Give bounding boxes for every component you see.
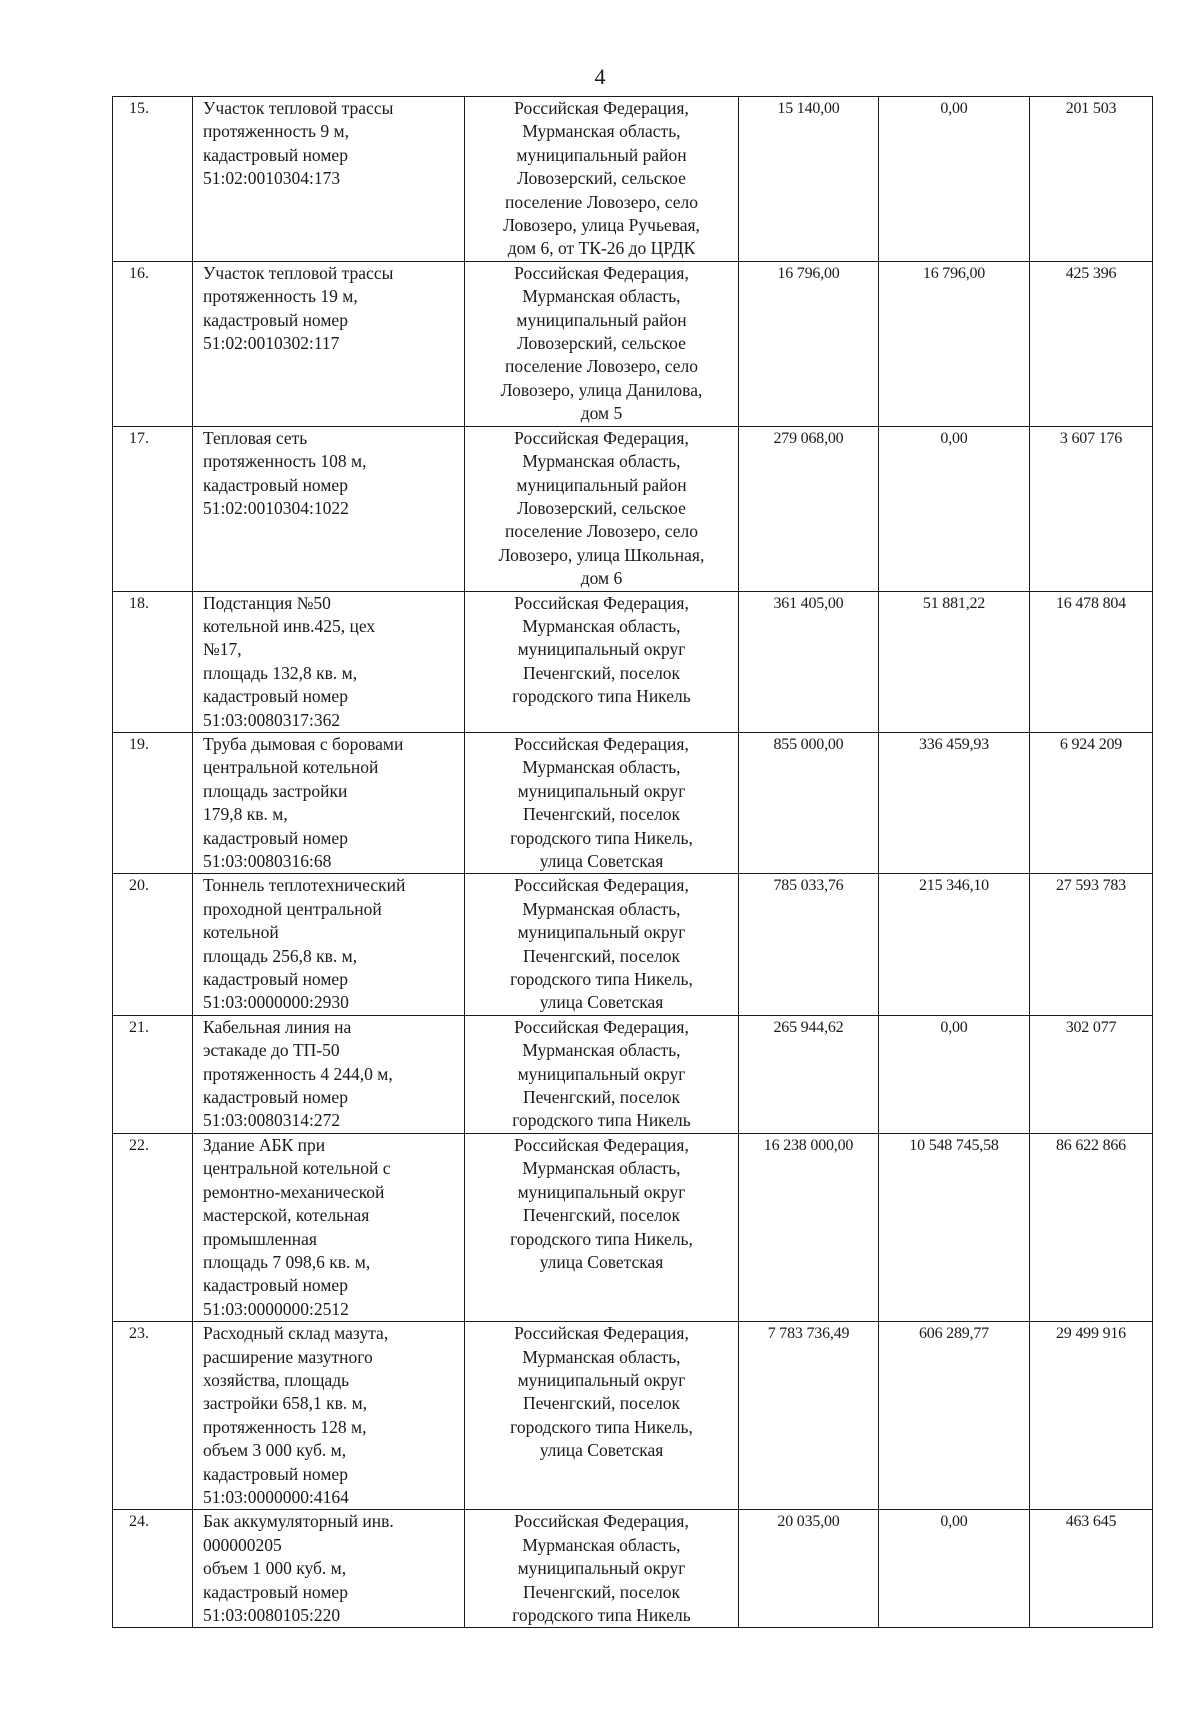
address-line: Ловозерский, сельское (517, 333, 686, 354)
table-row (113, 1510, 1153, 1628)
value-3: 86 622 866 (1055, 1136, 1126, 1154)
table-row (113, 261, 1153, 426)
row-number-cell (113, 732, 193, 873)
row-number-cell (113, 261, 193, 426)
address-line: городского типа Никель, (510, 827, 693, 848)
value-3: 463 645 (1065, 1513, 1117, 1531)
address-line: Ловозеро, улица Ручьевая, (503, 215, 700, 236)
value-3-cell (1030, 426, 1153, 591)
value-3: 302 077 (1065, 1018, 1117, 1036)
address-line: городского типа Никель, (510, 1228, 693, 1249)
value-3-cell (1030, 1133, 1153, 1321)
object-name-line: Тоннель теплотехнический (203, 875, 406, 896)
row-number-cell (113, 874, 193, 1015)
address-line: Мурманская область, (522, 121, 681, 142)
object-name-line: 51:02:0010304:173 (203, 168, 341, 189)
property-table-body (113, 97, 1153, 1628)
object-name-line: кадастровый номер (203, 1463, 348, 1484)
address-line: Печенгский, поселок (522, 1581, 681, 1602)
address-line: муниципальный район (516, 309, 687, 330)
address-line: Мурманская область, (522, 898, 681, 919)
object-name-line: Тепловая сеть (203, 427, 308, 448)
object-name-line: 51:02:0010302:117 (203, 333, 340, 354)
value-2-cell (879, 261, 1030, 426)
address-line: Российская Федерация, (514, 592, 689, 613)
object-name-line: кадастровый номер (203, 827, 348, 848)
value-3-cell (1030, 1015, 1153, 1133)
address-line: Ловозерский, сельское (517, 497, 686, 518)
object-name-line: 51:03:0080314:272 (203, 1110, 341, 1131)
value-3: 27 593 783 (1055, 877, 1126, 895)
address-line: Мурманская область, (522, 1040, 681, 1061)
table-row (113, 591, 1153, 732)
address-line: городского типа Никель (512, 1110, 691, 1131)
address-line: муниципальный округ (517, 1558, 686, 1579)
value-2: 0,00 (940, 100, 968, 117)
address-line: улица Советская (539, 851, 664, 871)
object-name-cell (193, 1133, 465, 1321)
object-name-line: кадастровый номер (203, 144, 348, 165)
value-2-cell (879, 97, 1030, 262)
value-2: 606 289,77 (918, 1325, 989, 1343)
object-name-line: протяженность 128 м, (203, 1416, 367, 1437)
object-name-line: кадастровый номер (203, 474, 348, 495)
address-line: муниципальный район (516, 474, 687, 495)
value-3-cell (1030, 732, 1153, 873)
address-line: дом 6, от ТК-26 до ЦРДК (507, 238, 696, 259)
value-1: 855 000,00 (773, 735, 844, 753)
value-2: 16 796,00 (922, 264, 986, 282)
address-line: поселение Ловозеро, село (505, 521, 698, 542)
value-2: 10 548 745,58 (909, 1136, 999, 1154)
row-number: 23. (129, 1325, 149, 1343)
table-row (113, 732, 1153, 873)
value-1-cell (739, 1133, 879, 1321)
value-1: 785 033,76 (773, 877, 844, 895)
table-row (113, 1322, 1153, 1510)
address-cell (465, 1322, 739, 1510)
value-2-cell (879, 1015, 1030, 1133)
object-name-line: кадастровый номер (203, 1581, 348, 1602)
address-cell (465, 1133, 739, 1321)
address-line: Российская Федерация, (514, 1134, 689, 1155)
address-line: Мурманская область, (522, 286, 681, 307)
address-cell (465, 426, 739, 591)
row-number-cell (113, 1510, 193, 1628)
value-2-cell (879, 1322, 1030, 1510)
address-line: городского типа Никель, (510, 1416, 693, 1437)
row-number: 19. (129, 735, 149, 753)
object-name-cell (193, 426, 465, 591)
address-line: муниципальный район (516, 144, 687, 165)
row-number: 22. (129, 1136, 149, 1154)
value-3-cell (1030, 591, 1153, 732)
address-line: городского типа Никель, (510, 969, 693, 990)
address-cell (465, 97, 739, 262)
object-name-line: Бак аккумуляторный инв. (203, 1511, 394, 1532)
value-3: 29 499 916 (1055, 1325, 1126, 1343)
address-line: Мурманская область, (522, 1534, 681, 1555)
value-1-cell (739, 591, 879, 732)
value-1-cell (739, 97, 879, 262)
value-3: 6 924 209 (1059, 735, 1123, 753)
object-name-line: №17, (203, 639, 242, 660)
address-line: муниципальный округ (517, 922, 686, 943)
object-name-line: протяженность 108 м, (203, 451, 367, 472)
address-line: муниципальный округ (517, 1181, 686, 1202)
address-line: Мурманская область, (522, 451, 681, 472)
object-name-line: протяженность 19 м, (203, 286, 358, 307)
value-3-cell (1030, 874, 1153, 1015)
object-name-line: кадастровый номер (203, 1087, 348, 1108)
address-line: Российская Федерация, (514, 733, 689, 754)
object-name-line: центральной котельной (203, 757, 379, 778)
value-1: 20 035,00 (777, 1513, 840, 1531)
address-line: Российская Федерация, (514, 875, 689, 896)
value-3: 425 396 (1065, 264, 1117, 282)
address-line: городского типа Никель (512, 1605, 691, 1625)
object-name-line: Расходный склад мазута, (203, 1323, 389, 1344)
address-line: Печенгский, поселок (522, 804, 681, 825)
object-name-line: промышленная (203, 1228, 317, 1249)
value-2: 51 881,22 (922, 594, 986, 612)
address-line: муниципальный округ (517, 639, 686, 660)
object-name-line: мастерской, котельная (203, 1205, 370, 1226)
value-1: 16 796,00 (777, 264, 840, 282)
row-number-cell (113, 426, 193, 591)
value-1: 361 405,00 (773, 594, 844, 612)
object-name-line: кадастровый номер (203, 686, 348, 707)
table-row (113, 1015, 1153, 1133)
value-1: 15 140,00 (777, 100, 840, 117)
object-name-line: Здание АБК при (203, 1134, 326, 1155)
address-line: Мурманская область, (522, 615, 681, 636)
value-3: 201 503 (1065, 100, 1117, 117)
row-number: 17. (129, 429, 149, 447)
row-number: 18. (129, 594, 149, 612)
object-name-line: застройки 658,1 кв. м, (203, 1393, 368, 1414)
object-name-line: 51:03:0000000:2512 (203, 1298, 349, 1319)
object-name-line: протяженность 9 м, (203, 121, 349, 142)
value-2-cell (879, 1133, 1030, 1321)
row-number-cell (113, 1015, 193, 1133)
value-1-cell (739, 732, 879, 873)
object-name-line: 51:02:0010304:1022 (203, 497, 349, 518)
object-name-line: кадастровый номер (203, 309, 348, 330)
address-line: улица Советская (539, 1440, 664, 1461)
object-name-line: площадь 256,8 кв. м, (203, 945, 358, 966)
object-name-line: Участок тепловой трассы (203, 262, 394, 283)
value-1: 7 783 736,49 (767, 1325, 850, 1343)
table-row (113, 874, 1153, 1015)
object-name-line: расширение мазутного (203, 1346, 373, 1367)
address-line: Мурманская область, (522, 757, 681, 778)
address-line: Российская Федерация, (514, 1016, 689, 1037)
address-line: Ловозерский, сельское (517, 168, 686, 189)
address-line: улица Советская (539, 992, 664, 1013)
object-name-line: котельной инв.425, цех (203, 615, 376, 636)
row-number: 20. (129, 877, 149, 895)
object-name-line: 51:03:0080105:220 (203, 1605, 341, 1625)
address-line: Мурманская область, (522, 1158, 681, 1179)
value-1-cell (739, 261, 879, 426)
value-2: 336 459,93 (918, 735, 989, 753)
value-2-cell (879, 426, 1030, 591)
table-row (113, 97, 1153, 262)
address-line: Российская Федерация, (514, 98, 689, 118)
address-line: Печенгский, поселок (522, 945, 681, 966)
object-name-cell (193, 1322, 465, 1510)
value-1-cell (739, 1510, 879, 1628)
value-3-cell (1030, 1322, 1153, 1510)
object-name-line: центральной котельной с (203, 1158, 391, 1179)
value-3-cell (1030, 97, 1153, 262)
table-row (113, 426, 1153, 591)
address-line: Печенгский, поселок (522, 1205, 681, 1226)
value-1-cell (739, 874, 879, 1015)
address-line: муниципальный округ (517, 1063, 686, 1084)
object-name-cell (193, 874, 465, 1015)
object-name-line: Участок тепловой трассы (203, 98, 394, 118)
object-name-line: ремонтно-механической (203, 1181, 385, 1202)
page-number: 4 (594, 64, 606, 89)
value-2-cell (879, 1510, 1030, 1628)
row-number-cell (113, 1133, 193, 1321)
object-name-cell (193, 97, 465, 262)
row-number: 15. (129, 100, 149, 117)
value-3: 16 478 804 (1055, 594, 1126, 612)
address-line: Российская Федерация, (514, 262, 689, 283)
property-table (112, 96, 1153, 1628)
value-2-cell (879, 732, 1030, 873)
object-name-line: объем 1 000 куб. м, (203, 1558, 347, 1579)
row-number: 21. (129, 1018, 149, 1036)
address-line: Ловозеро, улица Данилова, (500, 379, 703, 400)
address-line: дом 6 (580, 568, 623, 589)
value-2: 0,00 (940, 429, 968, 447)
row-number: 24. (129, 1513, 149, 1531)
address-cell (465, 591, 739, 732)
value-2-cell (879, 874, 1030, 1015)
address-line: улица Советская (539, 1251, 664, 1272)
address-cell (465, 874, 739, 1015)
value-2: 215 346,10 (918, 877, 989, 895)
address-line: муниципальный округ (517, 780, 686, 801)
row-number-cell (113, 97, 193, 262)
address-line: Печенгский, поселок (522, 1087, 681, 1108)
address-line: Российская Федерация, (514, 1511, 689, 1532)
value-1: 265 944,62 (773, 1018, 844, 1036)
value-1-cell (739, 1015, 879, 1133)
value-1: 279 068,00 (773, 429, 844, 447)
value-3: 3 607 176 (1059, 429, 1123, 447)
object-name-line: Подстанция №50 (203, 592, 331, 613)
object-name-cell (193, 261, 465, 426)
address-line: Мурманская область, (522, 1346, 681, 1367)
object-name-cell (193, 591, 465, 732)
object-name-line: хозяйства, площадь (203, 1369, 350, 1390)
object-name-line: 51:03:0080317:362 (203, 709, 341, 730)
address-cell (465, 1510, 739, 1628)
object-name-line: Кабельная линия на (203, 1016, 352, 1037)
object-name-line: проходной центральной (203, 898, 382, 919)
object-name-line: кадастровый номер (203, 969, 348, 990)
row-number-cell (113, 1322, 193, 1510)
object-name-line: 51:03:0080316:68 (203, 851, 332, 871)
value-2: 0,00 (940, 1018, 968, 1036)
object-name-line: площадь 132,8 кв. м, (203, 662, 358, 683)
address-line: поселение Ловозеро, село (505, 191, 698, 212)
table-row (113, 1133, 1153, 1321)
object-name-line: 51:03:0000000:2930 (203, 992, 349, 1013)
value-3-cell (1030, 1510, 1153, 1628)
object-name-line: площадь застройки (203, 780, 348, 801)
address-line: дом 5 (580, 403, 623, 424)
object-name-line: площадь 7 098,6 кв. м, (203, 1251, 371, 1272)
address-line: Ловозеро, улица Школьная, (498, 544, 705, 565)
address-line: муниципальный округ (517, 1369, 686, 1390)
object-name-line: Труба дымовая с боровами (203, 733, 404, 754)
object-name-line: кадастровый номер (203, 1275, 348, 1296)
address-line: Российская Федерация, (514, 427, 689, 448)
value-1-cell (739, 426, 879, 591)
value-1-cell (739, 1322, 879, 1510)
object-name-line: протяженность 4 244,0 м, (203, 1063, 393, 1084)
value-3-cell (1030, 261, 1153, 426)
object-name-line: 179,8 кв. м, (203, 804, 288, 825)
object-name-line: 51:03:0000000:4164 (203, 1486, 349, 1507)
object-name-line: объем 3 000 куб. м, (203, 1440, 347, 1461)
address-line: Печенгский, поселок (522, 662, 681, 683)
address-line: Российская Федерация, (514, 1323, 689, 1344)
address-line: поселение Ловозеро, село (505, 356, 698, 377)
row-number-cell (113, 591, 193, 732)
address-cell (465, 1015, 739, 1133)
value-1: 16 238 000,00 (763, 1136, 854, 1154)
address-cell (465, 261, 739, 426)
address-line: городского типа Никель (512, 686, 691, 707)
object-name-line: эстакаде до ТП-50 (203, 1040, 340, 1061)
address-cell (465, 732, 739, 873)
row-number: 16. (129, 264, 149, 282)
object-name-cell (193, 1015, 465, 1133)
address-line: Печенгский, поселок (522, 1393, 681, 1414)
value-2-cell (879, 591, 1030, 732)
object-name-line: котельной (203, 922, 279, 943)
object-name-cell (193, 732, 465, 873)
object-name-cell (193, 1510, 465, 1628)
object-name-line: 000000205 (203, 1534, 282, 1555)
value-2: 0,00 (940, 1513, 968, 1531)
